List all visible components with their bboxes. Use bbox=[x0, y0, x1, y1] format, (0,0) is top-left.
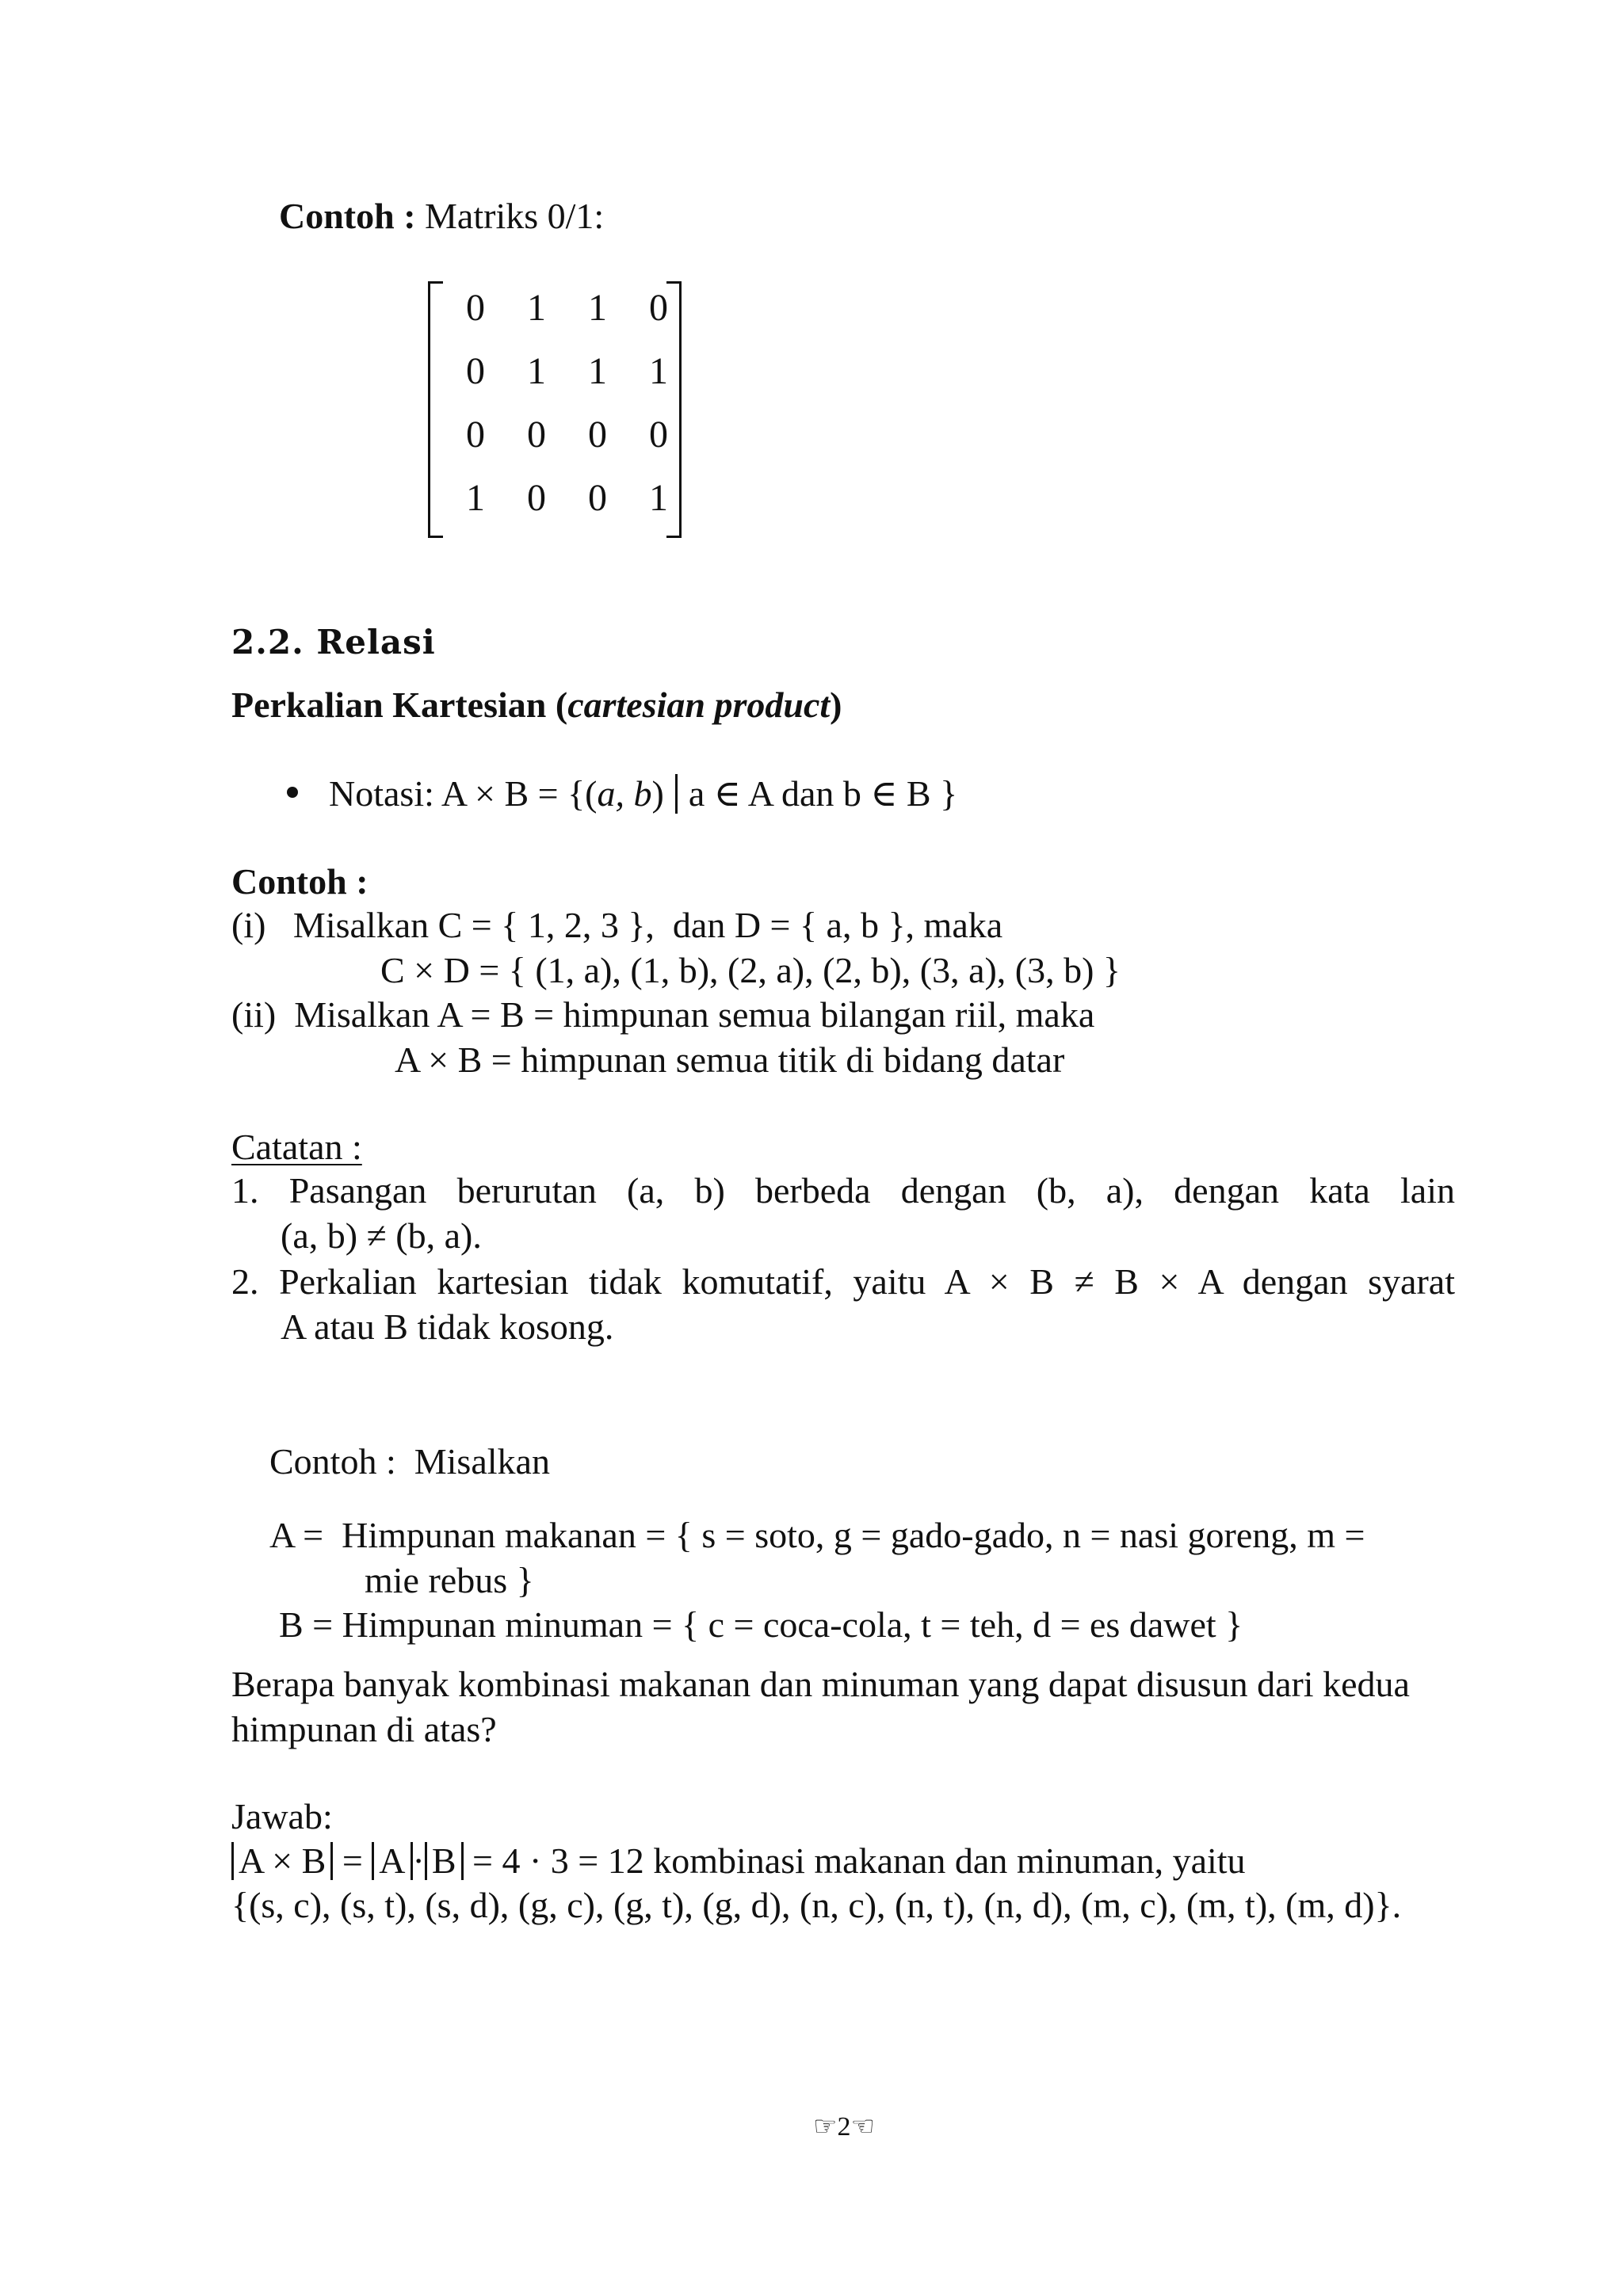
matrix-cell: 0 bbox=[466, 414, 485, 456]
section-subheading bbox=[231, 687, 842, 723]
catatan-item-1-cont: (a, b) ≠ (b, a). bbox=[281, 1215, 482, 1256]
contoh2-set-a-cont: mie rebus } bbox=[365, 1560, 534, 1600]
contoh2-set-b: B = Himpunan minuman = { c = coca-cola, t = teh, d = es dawet } bbox=[279, 1604, 1243, 1645]
contoh2-set-a: A = Himpunan makanan = { s = soto, g = gado-gado, n = nasi goreng, m = bbox=[269, 1515, 1365, 1555]
matrix-cell: 0 bbox=[588, 414, 607, 456]
binary-matrix bbox=[428, 281, 682, 535]
notation-condition: a ∈ A dan b ∈ B } bbox=[688, 773, 958, 814]
matrix-cell: 1 bbox=[466, 477, 485, 519]
matrix-example-label bbox=[279, 198, 604, 235]
abs-a: A bbox=[372, 1842, 412, 1880]
matrix-cell: 0 bbox=[588, 477, 607, 519]
matrix-cell: 0 bbox=[466, 350, 485, 392]
matrix-cell: 1 bbox=[588, 287, 607, 329]
contoh2-question-cont: himpunan di atas? bbox=[231, 1709, 497, 1749]
contoh2-intro: Contoh : Misalkan bbox=[269, 1441, 550, 1482]
matrix-cell: 1 bbox=[527, 287, 546, 329]
matrix-cell: 1 bbox=[649, 350, 668, 392]
abs-b: B bbox=[425, 1842, 464, 1880]
notation-line bbox=[329, 774, 957, 814]
subheading-close: ) bbox=[830, 685, 842, 725]
matrix-cell: 0 bbox=[466, 287, 485, 329]
abs-a-times-b: A × B bbox=[231, 1842, 333, 1880]
jawab-eq: = bbox=[333, 1840, 372, 1881]
notation-prefix: Notasi: A × B = {( bbox=[329, 773, 598, 814]
bullet-icon bbox=[287, 787, 298, 798]
matrix-cell: 0 bbox=[527, 414, 546, 456]
example-line-4: A × B = himpunan semua titik di bidang datar bbox=[395, 1039, 1065, 1080]
matrix-cell: 1 bbox=[649, 477, 668, 519]
page-footer bbox=[813, 2114, 875, 2141]
pointing-hand-left-icon: ☞ bbox=[813, 2112, 838, 2142]
matrix-cell: 0 bbox=[527, 477, 546, 519]
matrix-cell: 1 bbox=[527, 350, 546, 392]
matrix-cell: 0 bbox=[649, 414, 668, 456]
matrix-cell: 0 bbox=[649, 287, 668, 329]
such-that-bar bbox=[675, 774, 678, 814]
catatan-title: Catatan : bbox=[231, 1127, 362, 1167]
jawab-pairs: {(s, c), (s, t), (s, d), (g, c), (g, t), (g, d), (n, c), (n, t), (n, d), (m, c), (m, t), (m, d)}. bbox=[231, 1885, 1402, 1925]
catatan-item-2-cont: A atau B tidak kosong. bbox=[281, 1306, 614, 1347]
matrix-example-text: Matriks 0/1: bbox=[415, 196, 605, 236]
jawab-title: Jawab: bbox=[231, 1796, 333, 1836]
example-line-1: (i) Misalkan C = { 1, 2, 3 }, dan D = { a, b }, maka bbox=[231, 905, 1003, 945]
notation-close: ) bbox=[651, 773, 664, 814]
matrix-example-bold: Contoh : bbox=[279, 196, 416, 236]
contoh-heading: Contoh : bbox=[231, 861, 369, 902]
subheading-italic: cartesian product bbox=[567, 685, 831, 725]
subheading-bold: Perkalian Kartesian ( bbox=[231, 685, 568, 725]
matrix-cell: 1 bbox=[588, 350, 607, 392]
page-number: 2 bbox=[837, 2112, 851, 2142]
section-heading: 2.2. Relasi bbox=[231, 623, 436, 662]
catatan-item-1: 1. Pasangan berurutan (a, b) berbeda dengan (b, a), dengan kata lain bbox=[231, 1170, 1455, 1211]
matrix-left-bracket bbox=[428, 281, 443, 538]
jawab-equation bbox=[231, 1842, 1246, 1880]
example-line-3: (ii) Misalkan A = B = himpunan semua bilangan riil, maka bbox=[231, 994, 1095, 1035]
notation-italic-ab: a, b bbox=[597, 773, 652, 814]
pointing-hand-right-icon: ☜ bbox=[850, 2112, 875, 2142]
catatan-item-2: 2. Perkalian kartesian tidak komutatif, yaitu A × B ≠ B × A dengan syarat bbox=[231, 1261, 1455, 1302]
example-line-2: C × D = { (1, a), (1, b), (2, a), (2, b), (3, a), (3, b) } bbox=[380, 950, 1121, 990]
jawab-dot: · bbox=[412, 1840, 425, 1881]
jawab-result: = 4 · 3 = 12 kombinasi makanan dan minuman, yaitu bbox=[463, 1840, 1246, 1881]
contoh2-question: Berapa banyak kombinasi makanan dan minuman yang dapat disusun dari kedua bbox=[231, 1664, 1410, 1704]
